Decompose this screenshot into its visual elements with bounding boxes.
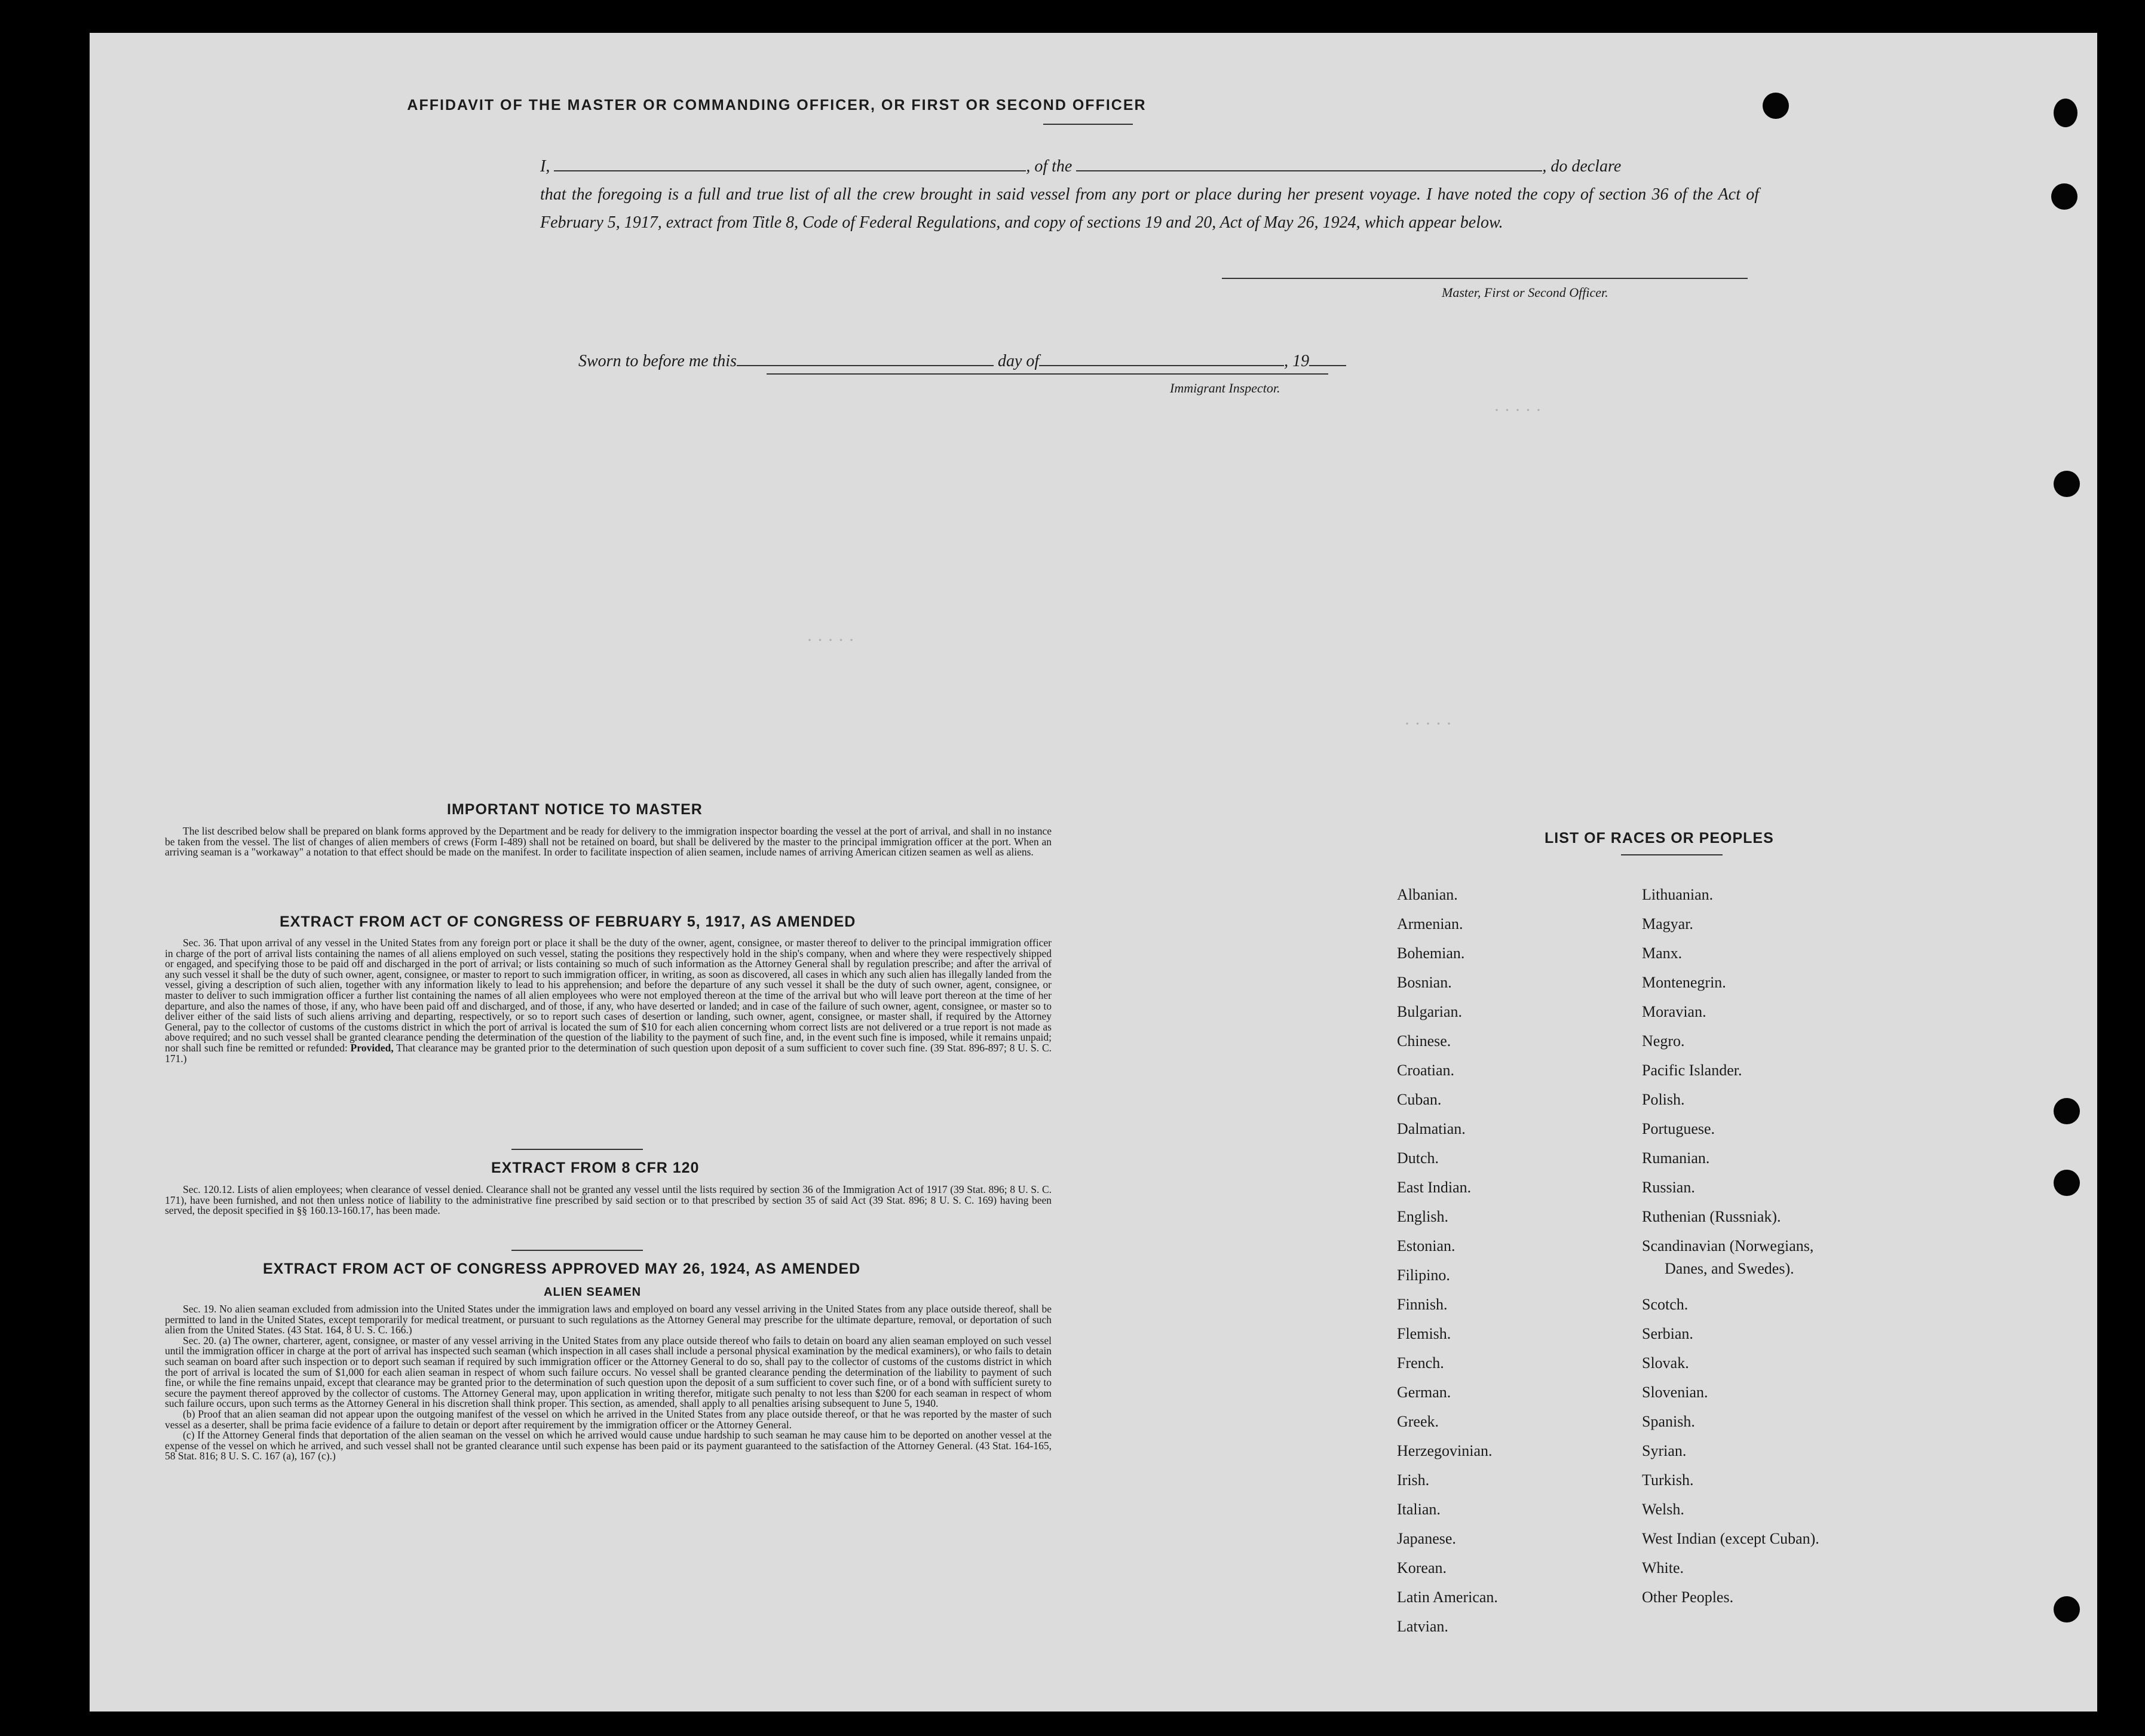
race-item: Chinese. (1397, 1032, 1451, 1050)
race-item: East Indian. (1397, 1179, 1472, 1196)
title-rule (1043, 124, 1133, 125)
year-prefix: , 19 (1284, 352, 1310, 370)
race-item: Portuguese. (1642, 1120, 1715, 1137)
race-item: Russian. (1642, 1179, 1695, 1196)
race-item: Scandinavian (Norwegians, (1642, 1237, 1814, 1255)
races-column-1 (1397, 880, 1498, 1641)
extract-cfr-title: EXTRACT FROM 8 CFR 120 (491, 1160, 700, 1176)
sworn-day-field[interactable] (737, 349, 994, 366)
punch-hole (2054, 99, 2077, 127)
race-item: English. (1397, 1208, 1448, 1225)
race-item: Manx. (1642, 944, 1683, 962)
punch-hole (1763, 93, 1789, 119)
race-item: Herzegovinian. (1397, 1442, 1493, 1459)
race-item: Italian. (1397, 1501, 1441, 1518)
race-item: Estonian. (1397, 1237, 1455, 1255)
race-item: Syrian. (1642, 1442, 1687, 1459)
declare-suffix: , do declare (1542, 157, 1622, 176)
race-item: Filipino. (1397, 1266, 1450, 1284)
bleed-through-mark: · · · · · (1494, 400, 1542, 420)
declarant-prefix: I, (540, 157, 550, 176)
race-item: Welsh. (1642, 1501, 1684, 1518)
race-item: Polish. (1642, 1091, 1685, 1108)
race-item: Greek. (1397, 1413, 1439, 1430)
master-signature-label: Master, First or Second Officer. (1442, 285, 1608, 300)
race-item: Armenian. (1397, 915, 1463, 933)
races-title-rule (1621, 854, 1723, 855)
punch-hole (2051, 183, 2077, 210)
declarant-name-field[interactable] (554, 155, 1026, 171)
day-of-label: day of (997, 352, 1040, 370)
race-item: German. (1397, 1384, 1451, 1401)
punch-hole (2054, 1596, 2080, 1622)
race-item: Finnish. (1397, 1296, 1448, 1313)
race-item: Ruthenian (Russniak). (1642, 1208, 1781, 1225)
race-item: West Indian (except Cuban). (1642, 1530, 1819, 1547)
race-item: Bulgarian. (1397, 1003, 1463, 1020)
race-item: Other Peoples. (1642, 1588, 1734, 1606)
race-item: Irish. (1397, 1471, 1430, 1489)
affidavit-title: AFFIDAVIT OF THE MASTER OR COMMANDING OFFICER, OR FIRST OR SECOND OFFICER (407, 97, 1147, 114)
notice-text: The list described below shall be prepared on blank forms approved by the Department and be ready for delivery to the immigration inspector boarding the vessel at the port of arrival, and shall in no instance be taken from the vessel. The list of changes of alien members of crews (Form I-489) shall not be retained on board, but shall be delivered by the master to the principal immigration officer at the port. When an arriving seaman is a "workaway" a notation to that effect should be made on the manifest. In order to facilitate inspection of alien seamen, include names of arriving American citizen seamen as well as aliens. (165, 825, 1052, 858)
race-item: Cuban. (1397, 1091, 1442, 1108)
race-item: Slovenian. (1642, 1384, 1708, 1401)
affidavit-declaration (540, 152, 1759, 237)
race-item: White. (1642, 1559, 1684, 1576)
affidavit-body: that the foregoing is a full and true list of all the crew brought in said vessel from any port or place during her present voyage. I have noted the copy of section 36 of the Act of February 5, 1917, extract from Title 8, Code of Federal Regulations, and copy of sections 19 and 20, Act of May 26, 1924, which appear below. (540, 185, 1759, 232)
extract-1917-title: EXTRACT FROM ACT OF CONGRESS OF FEBRUARY 5, 1917, AS AMENDED (280, 913, 856, 930)
race-item: Japanese. (1397, 1530, 1456, 1547)
race-item: Slovak. (1642, 1354, 1689, 1372)
bleed-through-mark: · · · · · (807, 630, 854, 650)
race-item: Rumanian. (1642, 1149, 1710, 1167)
race-item: Spanish. (1642, 1413, 1695, 1430)
race-item: Turkish. (1642, 1471, 1694, 1489)
sworn-prefix: Sworn to before me this (578, 352, 737, 370)
race-item: Croatian. (1397, 1062, 1455, 1079)
race-item: Bohemian. (1397, 944, 1465, 962)
race-item: Albanian. (1397, 886, 1458, 903)
race-item: Moravian. (1642, 1003, 1706, 1020)
vessel-prefix: , of the (1026, 157, 1072, 176)
race-item: Lithuanian. (1642, 886, 1714, 903)
race-item: Latvian. (1397, 1618, 1448, 1635)
vessel-name-field[interactable] (1076, 155, 1542, 171)
race-item: Montenegrin. (1642, 974, 1726, 991)
race-item: Dalmatian. (1397, 1120, 1466, 1137)
punch-hole (2054, 1170, 2080, 1196)
races-title: LIST OF RACES OR PEOPLES (1545, 830, 1774, 846)
form-page (90, 33, 2097, 1712)
race-item: Pacific Islander. (1642, 1062, 1742, 1079)
inspector-signature-label: Immigrant Inspector. (1170, 381, 1280, 395)
sworn-line (578, 349, 1346, 371)
sworn-year-field[interactable] (1309, 349, 1346, 366)
punch-hole (2054, 471, 2080, 497)
bleed-through-mark: · · · · · (1404, 714, 1452, 734)
inspector-signature-line[interactable] (767, 373, 1328, 375)
race-item: Serbian. (1642, 1325, 1693, 1342)
section-rule (511, 1149, 643, 1150)
race-item: Flemish. (1397, 1325, 1451, 1342)
race-item: Korean. (1397, 1559, 1447, 1576)
race-item: Scotch. (1642, 1296, 1689, 1313)
extract-1924-text: Sec. 19. No alien seaman excluded from admission into the United States under the immigration laws and employed on board any vessel arriving in the United States from any place outside thereof, shall be permitted to land in the United States, except temporarily for medical treatment, or pursuant to such regulations as the Attorney General may prescribe for the ultimate departure, removal, or deportation of such alien from the United States. (43 Stat. 164, 8 U. S. C. 166.) Sec. 20. (a) The owner, charterer, agent, consignee, or master of any vessel arriving in the United States from any place outside thereof who fails to detain on board any alien seaman employed on such vessel until the immigration officer in charge at the port of arrival has inspected such seaman (which inspection in all cases shall include a personal physical examination by the medical examiners), or who fails to detain such seaman on board after such inspection or to deport such seaman if required by such immigration officer or the Attorney General to do so, shall pay to the collector of customs of the customs district in which the port of arrival is located the sum of $1,000 for each alien seaman in respect of whom such failure occurs. No vessel shall be granted clearance pending the determination of the liability to payment of such fine, or while the fine remains unpaid, except that clearance may be granted prior to the determination of such question upon the deposit of a sum sufficient to cover such fine, or of a bond with sufficient surety to secure the payment thereof approved by the collector of customs. The Attorney General may, upon application in writing therefor, mitigate such penalty to not less than $200 for each seaman in respect of whom such failure occurs, upon such terms as the Attorney General in his discretion shall think proper. This section, as amended, shall apply to all penalties arising subsequent to June 5, 1940. (b) Proof that an alien seaman did not appear upon the outgoing manifest of the vessel on which he arrived in the United States from any place outside thereof, or that he was reported by the master of such vessel as a deserter, shall be prima facie evidence of a failure to detain or deport after requirement by the immigration officer or the Attorney General. (c) If the Attorney General finds that deportation of the alien seaman on the vessel on which he arrived would cause undue hardship to such seaman he may cause him to be deported on another vessel at the expense of the vessel on which he arrived, and such vessel shall not be granted clearance until such expense has been paid or its payment guaranteed to the satisfaction of the Attorney General. (43 Stat. 164-165, 58 Stat. 816; 8 U. S. C. 167 (a), 167 (c).) (165, 1303, 1052, 1462)
race-item: Bosnian. (1397, 974, 1452, 991)
notice-title: IMPORTANT NOTICE TO MASTER (447, 801, 703, 818)
section-rule (511, 1250, 643, 1251)
race-item: Magyar. (1642, 915, 1693, 933)
extract-1924-title: EXTRACT FROM ACT OF CONGRESS APPROVED MAY 26, 1924, AS AMENDED (263, 1260, 861, 1277)
sworn-month-field[interactable] (1039, 349, 1284, 366)
race-item: Danes, and Swedes). (1665, 1260, 1794, 1277)
races-column-2 (1642, 880, 1819, 1612)
race-item: Negro. (1642, 1032, 1685, 1050)
race-item: Latin American. (1397, 1588, 1498, 1606)
master-signature-line[interactable] (1222, 278, 1748, 279)
race-item: Dutch. (1397, 1149, 1439, 1167)
alien-seamen-subtitle: ALIEN SEAMEN (544, 1286, 642, 1299)
race-item: French. (1397, 1354, 1444, 1372)
extract-1917-text: Sec. 36. That upon arrival of any vessel in the United States from any foreign port or place it shall be the duty of the owner, agent, consignee, or master thereof to deliver to the principal immigration officer in charge of the port of arrival lists containing the names of all aliens employed on such vessel, stating the positions they respectively hold in the ship's company, when and where they were respectively shipped or engaged, and specifying those to be paid off and discharged in the port of arrival; or lists containing so much of such information as the Attorney General shall by regulation prescribe; and after the arrival of any such vessel it shall be the duty of such owner, agent, consignee, or master to report to such immigration officer, in writing, as soon as discovered, all cases in which any such alien has illegally landed from the vessel, giving a description of such alien, together with any information likely to lead to his apprehension; and before the departure of any such vessel it shall be the duty of such owner, agent, consignee, or master to deliver to such immigration officer a further list containing the names of all alien employees who were not employed thereon at the time of the arrival but who will leave port thereon at the time of her departure, and also the names of those, if any, who have been paid off and discharged, and of those, if any, who have deserted or landed; and in case of the failure of such owner, agent, consignee, or master so to deliver either of the said lists of such aliens arriving and departing, respectively, or so to report such cases of desertion or landing, such owner, agent, consignee, or master shall, if required by the Attorney General, pay to the collector of customs of the customs district in which the port of arrival is located the sum of $10 for each alien concerning whom correct lists are not delivered or a true report is not made as above required; and no such vessel shall be granted clearance pending the determination of the question of the liability to the payment of such fine, and, in the event such fine is imposed, while it remains unpaid; nor shall such fine be remitted or refunded: Provided, That clearance may be granted prior to the determination of such question upon deposit of a sum sufficient to cover such fine. (39 Stat. 896-897; 8 U. S. C. 171.) (165, 937, 1052, 1065)
punch-hole (2054, 1098, 2080, 1124)
extract-cfr-text: Sec. 120.12. Lists of alien employees; when clearance of vessel denied. Clearance shall not be granted any vessel until the lists required by section 36 of the Immigration Act of 1917 (39 Stat. 896; 8 U. S. C. 171), have been furnished, and not then unless notice of liability to the administrative fine prescribed by said section or to that prescribed by section 35 of said Act (39 Stat. 896; 8 U. S. C. 169) having been served, the deposit specified in §§ 160.13-160.17, has been made. (165, 1183, 1052, 1217)
